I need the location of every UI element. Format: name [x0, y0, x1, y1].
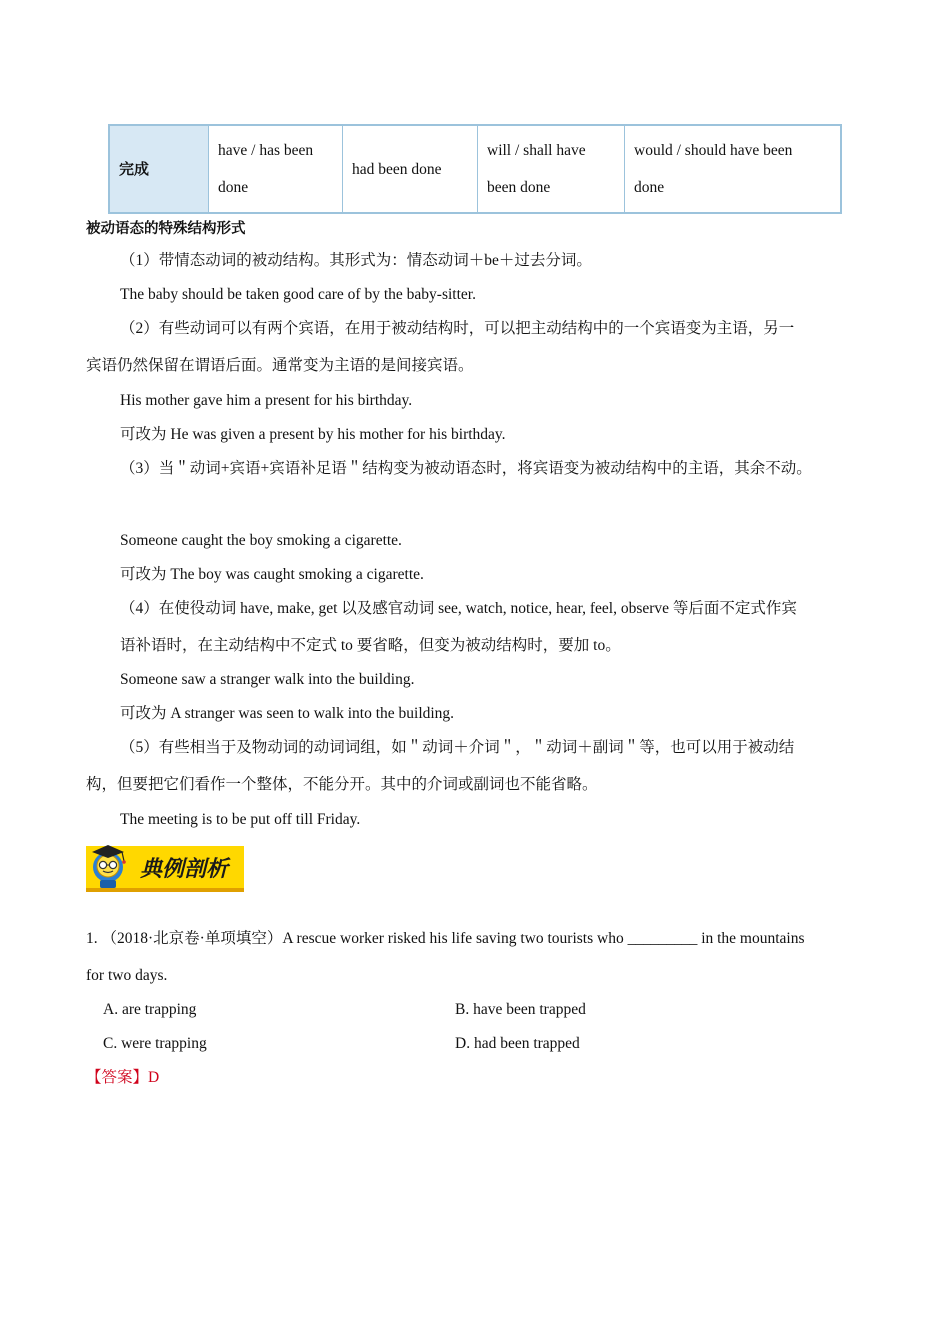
example-sentence: His mother gave him a present for his birthday. [120, 392, 413, 409]
table-cell [343, 125, 478, 213]
table-cell [209, 125, 343, 213]
option-d: D. had been trapped [455, 1035, 580, 1052]
paragraph-3: （3）当＂动词+宾语+宾语补足语＂结构变为被动语态时，将宾语变为被动结构中的主语，其余不动。 [120, 460, 812, 477]
table-cell [625, 125, 842, 213]
tense-table [108, 124, 842, 214]
cell-text: been done [487, 179, 551, 196]
paragraph-4-line-1: （4）在使役动词 have, make, get 以及感官动词 see, watch, notice, hear, feel, observe 等后面不定式作宾 [120, 600, 797, 617]
example-sentence: The meeting is to be put off till Friday. [120, 811, 361, 828]
paragraph-2-line-1: （2）有些动词可以有两个宾语，在用于被动结构时，可以把主动结构中的一个宾语变为主语，另一 [120, 320, 795, 337]
paragraph-5-line-2: 构，但要把它们看作一个整体，不能分开。其中的介词或副词也不能省略。 [86, 776, 598, 793]
example-analysis-banner [86, 843, 244, 895]
cell-text: will / shall have [487, 142, 586, 159]
cell-text: done [218, 179, 249, 196]
example-sentence: Someone caught the boy smoking a cigarette. [120, 532, 402, 549]
paragraph-4-line-2: 语补语时，在主动结构中不定式 to 要省略，但变为被动结构时，要加 to。 [120, 637, 621, 654]
option-c: C. were trapping [103, 1035, 207, 1052]
cell-text: had been done [352, 160, 442, 178]
paragraph-1: （1）带情态动词的被动结构。其形式为：情态动词＋be＋过去分词。 [120, 252, 592, 269]
option-a: A. are trapping [103, 1001, 197, 1018]
table-cell [478, 125, 625, 213]
cell-text: have / has been [218, 142, 314, 159]
paragraph-2-line-2: 宾语仍然保留在谓语后面。通常变为主语的是间接宾语。 [86, 357, 474, 374]
rewrite-sentence: 可改为 He was given a present by his mother for his birthday. [120, 426, 506, 443]
section-title: 被动语态的特殊结构形式 [86, 221, 246, 237]
paragraph-5-line-1: （5）有些相当于及物动词的动词词组，如＂动词＋介词＂，＂动词＋副词＂等，也可以用于被动结 [120, 739, 795, 756]
example-sentence: Someone saw a stranger walk into the building. [120, 671, 415, 688]
answer-label: 【答案】D [86, 1069, 160, 1086]
table-row [109, 125, 841, 213]
rewrite-sentence: 可改为 A stranger was seen to walk into the building. [120, 705, 455, 722]
question-line-1: 1. （2018·北京卷·单项填空）A rescue worker risked his life saving two tourists who _________ in the mountains [86, 930, 805, 947]
cell-text: would / should have been [634, 142, 793, 159]
option-b: B. have been trapped [455, 1001, 586, 1018]
rewrite-sentence: 可改为 The boy was caught smoking a cigarette. [120, 566, 424, 583]
row-header: 完成 [109, 125, 209, 213]
question-line-2: for two days. [86, 967, 168, 984]
graduate-bulb-icon [86, 843, 244, 895]
example-sentence: The baby should be taken good care of by the baby-sitter. [120, 286, 476, 303]
banner-label: 典例剖析 [139, 856, 229, 882]
cell-text: done [634, 179, 665, 196]
